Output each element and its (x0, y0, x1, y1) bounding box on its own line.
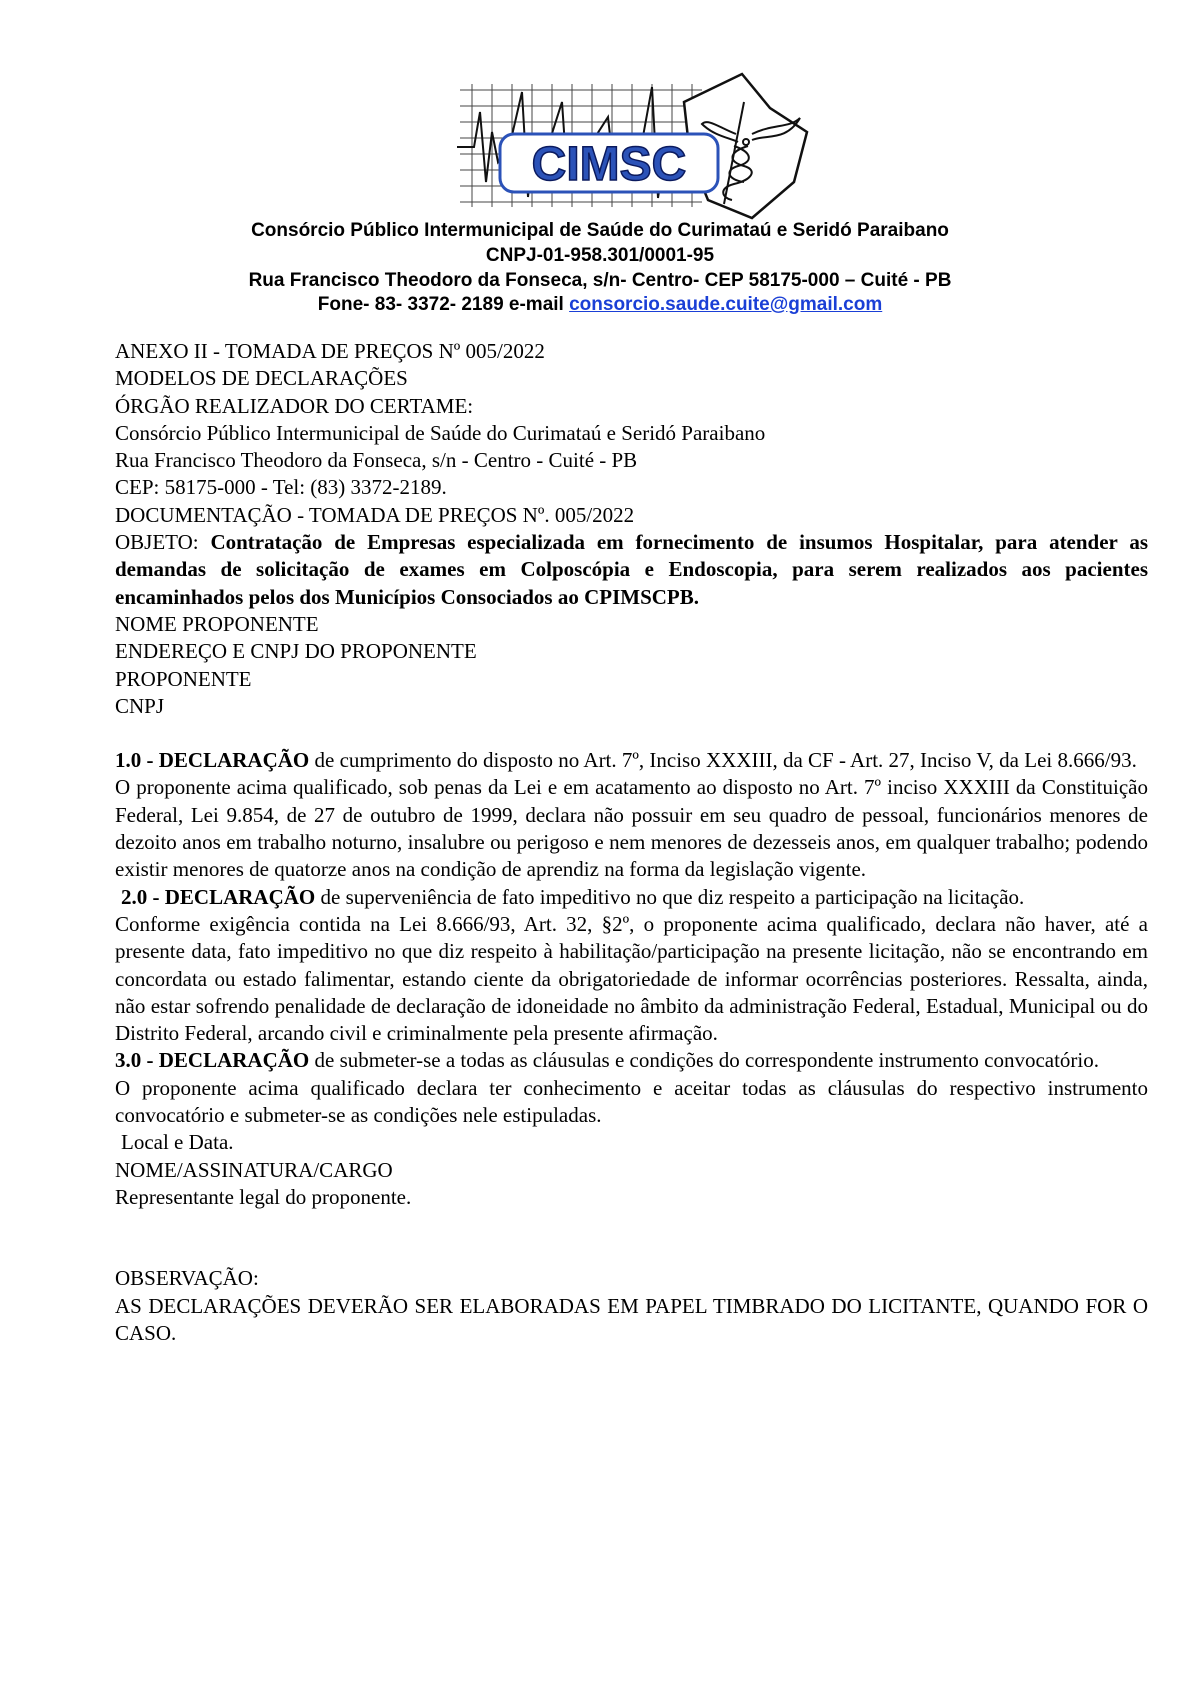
objeto-label: OBJETO: (115, 530, 211, 555)
section-3-heading: 3.0 - DECLARAÇÃO (115, 1048, 310, 1073)
section-2-heading: 2.0 - DECLARAÇÃO (121, 884, 316, 909)
cimsc-logo (452, 72, 812, 220)
proponent-name: NOME PROPONENTE (115, 611, 319, 636)
objeto-text: Contratação de Empresas especializada em fornecimento de insumos Hospitalar, para atender as demandas de solicitação de exames em Colposcópia e Endoscopia, para serem realizados aos pacientes encaminhados pelos dos Municípios Consociados ao CPIMSCPB. (115, 530, 1148, 609)
organ-address: Rua Francisco Theodoro da Fonseca, s/n - Centro - Cuité - PB (115, 448, 638, 473)
proponent-cnpj: CNPJ (115, 693, 165, 718)
organ-label: ÓRGÃO REALIZADOR DO CERTAME: (115, 393, 474, 418)
proponent-address-cnpj: ENDEREÇO E CNPJ DO PROPONENTE (115, 639, 477, 664)
section-2-subject: de superveniência de fato impeditivo no que diz respeito a participação na licitação. (315, 884, 1025, 909)
documentation-title: DOCUMENTAÇÃO - TOMADA DE PREÇOS Nº. 005/2022 (115, 502, 635, 527)
section-3-title (115, 1047, 1148, 1074)
section-2-title (115, 884, 1148, 911)
section-1-heading: 1.0 - DECLARAÇÃO (115, 748, 310, 773)
section-2-body: Conforme exigência contida na Lei 8.666/93, Art. 32, §2º, o proponente acima qualificado, declara não haver, até a presente data, fato impeditivo no que diz respeito à habilitação/participação na presente licitação, não se encontrando em concordata ou estado falimentar, estando ciente da obrigatoriedade de informar ocorrências posteriores. Ressalta, ainda, não estar sofrendo penalidade de declaração de idoneidade no âmbito da administração Federal, Estadual, Municipal ou do Distrito Federal, arcando civil e criminalmente pela presente afirmação. (115, 911, 1148, 1046)
place-date: Local e Data. (121, 1130, 234, 1155)
observation-text: AS DECLARAÇÕES DEVERÃO SER ELABORADAS EM PAPEL TIMBRADO DO LICITANTE, QUANDO FOR O CASO. (115, 1293, 1148, 1345)
objeto-paragraph (115, 529, 1148, 611)
document-body (115, 338, 1148, 1347)
org-name: Consórcio Público Intermunicipal de Saúde do Curimataú e Seridó Paraibano (251, 220, 949, 241)
logo-text: CIMSC (531, 138, 687, 191)
observation-label: OBSERVAÇÃO: (115, 1266, 259, 1291)
section-1-title (115, 747, 1148, 774)
phone-text: Fone- 83- 3372- 2189 e-mail (317, 294, 570, 315)
signature-line: NOME/ASSINATURA/CARGO (115, 1157, 393, 1182)
section-3-subject: de submeter-se a todas as cláusulas e condições do correspondente instrumento convocatório. (309, 1048, 1099, 1073)
org-cnpj: CNPJ-01-958.301/0001-95 (485, 245, 715, 266)
org-address: Rua Francisco Theodoro da Fonseca, s/n- Centro- CEP 58175-000 – Cuité - PB (248, 270, 952, 291)
annex-title: ANEXO II - TOMADA DE PREÇOS Nº 005/2022 (115, 339, 545, 363)
email-link[interactable]: consorcio.saude.cuite@gmail.com (569, 294, 883, 315)
section-3-body: O proponente acima qualificado declara ter conhecimento e aceitar todas as cláusulas do respectivo instrumento convocatório e submeter-se as condições nele estipuladas. (115, 1075, 1148, 1128)
organ-name: Consórcio Público Intermunicipal de Saúde do Curimataú e Seridó Paraibano (115, 420, 766, 445)
org-contact (150, 293, 1050, 317)
section-1-subject: de cumprimento do disposto no Art. 7º, Inciso XXXIII, da CF - Art. 27, Inciso V, da Lei 8.666/93. (309, 748, 1137, 773)
organ-cep-tel: CEP: 58175-000 - Tel: (83) 3372-2189. (115, 475, 447, 500)
proponent-label: PROPONENTE (115, 666, 252, 691)
representative-line: Representante legal do proponente. (115, 1184, 412, 1209)
models-title: MODELOS DE DECLARAÇÕES (115, 366, 408, 391)
section-1-body: O proponente acima qualificado, sob penas da Lei e em acatamento ao disposto no Art. 7º inciso XXXIII da Constituição Federal, Lei 9.854, de 27 de outubro de 1999, declara não possuir em seu quadro de pessoal, funcionários menores de dezoito anos em trabalho noturno, insalubre ou perigoso e nem menores de dezesseis anos, em qualquer trabalho; podendo existir menores de quatorze anos na condição de aprendiz na forma da legislação vigente. (115, 775, 1148, 882)
